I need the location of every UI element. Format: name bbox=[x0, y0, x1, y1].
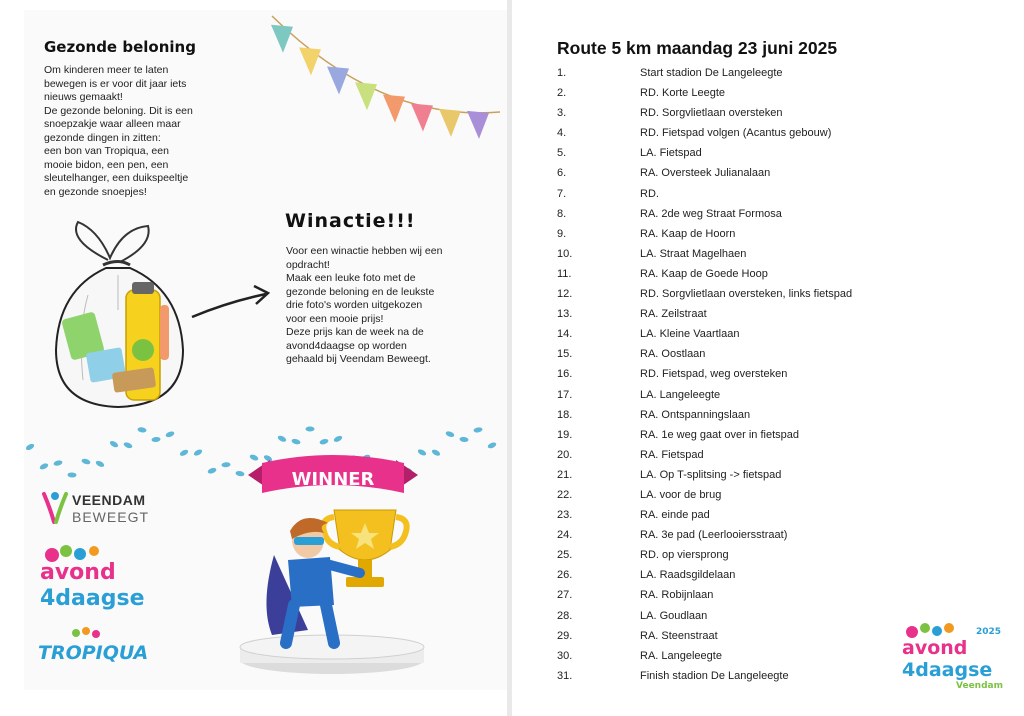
route-step-number: 25. bbox=[557, 549, 573, 562]
route-step-number: 22. bbox=[557, 488, 573, 501]
route-step bbox=[557, 626, 917, 646]
route-step-number: 21. bbox=[557, 468, 573, 481]
bunting-flag bbox=[271, 25, 293, 53]
route-step bbox=[557, 525, 917, 545]
healthy-reward-text bbox=[44, 64, 234, 199]
route-step bbox=[557, 585, 917, 605]
route-step-text: LA. Raadsgildelaan bbox=[640, 569, 736, 582]
route-step bbox=[557, 666, 917, 686]
route-step-text: RA. 3e pad (Leerlooiersstraat) bbox=[640, 529, 788, 542]
avond4daagse-2025-logo bbox=[898, 620, 1008, 692]
route-step-text: RA. Langeleegte bbox=[640, 649, 722, 662]
healthy-reward-line: sleutelhanger, een duikspeeltje bbox=[44, 172, 189, 184]
route-step-text: LA. Langeleegte bbox=[640, 388, 721, 401]
route-step-text: RD. bbox=[640, 187, 659, 200]
footprint-icon bbox=[333, 435, 343, 444]
route-step bbox=[557, 184, 917, 204]
route-step-number: 1. bbox=[557, 67, 567, 79]
route-step-number: 14. bbox=[557, 328, 573, 341]
footprint-icon bbox=[291, 438, 301, 445]
route-step-number: 5. bbox=[557, 147, 567, 160]
contest-line: Deze prijs kan de week na de bbox=[286, 326, 424, 338]
a4d-year-text: 2025 bbox=[976, 627, 1002, 637]
arrow-right-icon bbox=[188, 282, 273, 322]
route-step-text: RA. Kaap de Goede Hoop bbox=[640, 267, 768, 280]
route-step bbox=[557, 123, 917, 143]
route-step-text: RA. Oversteek Julianalaan bbox=[640, 167, 771, 180]
route-step-text: LA. Fietspad bbox=[640, 147, 702, 160]
route-step-number: 8. bbox=[557, 207, 567, 220]
footprint-icon bbox=[207, 467, 217, 475]
healthy-reward-title: Gezonde beloning bbox=[44, 38, 196, 56]
route-step bbox=[557, 385, 917, 405]
footprint-icon bbox=[53, 460, 63, 467]
route-step-text: RA. Fietspad bbox=[640, 448, 704, 461]
contest-line: voor een mooie prijs! bbox=[286, 312, 384, 325]
route-step-number: 9. bbox=[557, 227, 567, 240]
route-step-text: LA. Goudlaan bbox=[640, 609, 708, 622]
route-step bbox=[557, 103, 917, 123]
route-step-number: 28. bbox=[557, 609, 573, 622]
contest-line: Maak een leuke foto met de bbox=[286, 272, 416, 284]
a4d-right-word2: 4daagse bbox=[902, 659, 993, 681]
veendam-logo-line2: BEWEEGT bbox=[72, 509, 150, 525]
bunting-flag bbox=[299, 47, 321, 75]
route-step-text: RA. Robijnlaan bbox=[640, 589, 714, 602]
route-step-number: 27. bbox=[557, 589, 573, 602]
footprint-icon bbox=[39, 462, 49, 470]
route-step-number: 30. bbox=[557, 649, 573, 662]
route-step bbox=[557, 565, 917, 585]
gift-bag-illustration bbox=[48, 220, 188, 410]
footprint-icon bbox=[81, 458, 91, 465]
route-step-text: RD. op viersprong bbox=[640, 549, 729, 562]
avond4daagse-logo bbox=[36, 545, 156, 615]
route-step bbox=[557, 264, 917, 284]
route-step-number: 2. bbox=[557, 87, 567, 100]
route-step-number: 11. bbox=[557, 267, 572, 280]
route-step-text: Finish stadion De Langeleegte bbox=[640, 669, 789, 682]
route-step-number: 18. bbox=[557, 408, 573, 421]
route-step bbox=[557, 284, 917, 304]
footprint-icon bbox=[25, 443, 35, 452]
route-step bbox=[557, 204, 917, 224]
route-step-number: 23. bbox=[557, 509, 573, 522]
contest-title: Winactie!!! bbox=[285, 210, 416, 232]
contest-line: avond4daagse op worden bbox=[286, 339, 407, 352]
a4d-place-text: Veendam bbox=[956, 681, 1003, 691]
route-step-text: RD. Korte Leegte bbox=[640, 87, 725, 100]
footprint-icon bbox=[487, 441, 497, 449]
route-title: Route 5 km maandag 23 juni 2025 bbox=[557, 38, 838, 58]
route-step-text: RD. Fietspad volgen (Acantus gebouw) bbox=[640, 127, 832, 140]
veendam-logo-line1: VEENDAM bbox=[72, 492, 146, 508]
bunting-flag bbox=[355, 82, 377, 110]
route-step-number: 20. bbox=[557, 448, 573, 461]
route-step bbox=[557, 606, 917, 626]
route-step bbox=[557, 465, 917, 485]
footprint-icon bbox=[319, 438, 329, 445]
route-step-text: RA. 1e weg gaat over in fietspad bbox=[640, 428, 799, 441]
healthy-reward-line: snoepzakje waar alleen maar bbox=[44, 118, 181, 130]
route-step-number: 6. bbox=[557, 167, 567, 180]
route-step bbox=[557, 445, 917, 465]
a4d-logo-word2: 4daagse bbox=[40, 586, 145, 611]
footprint-icon bbox=[109, 440, 119, 449]
healthy-reward-line: De gezonde beloning. Dit is een bbox=[44, 104, 193, 117]
footprint-icon bbox=[473, 427, 483, 433]
route-step bbox=[557, 244, 917, 264]
contest-line: gehaald bij Veendam Beweegt. bbox=[286, 353, 431, 365]
route-step-text: LA. Op T-splitsing -> fietspad bbox=[640, 468, 782, 481]
tropiqua-logo-text: TROPIQUA bbox=[38, 642, 149, 664]
route-step-text: LA. Kleine Vaartlaan bbox=[640, 328, 740, 341]
route-step-text: RA. Oostlaan bbox=[640, 348, 706, 361]
tropiqua-logo bbox=[36, 625, 166, 667]
veendam-beweegt-logo bbox=[40, 490, 150, 531]
route-step-text: RA. einde pad bbox=[640, 509, 710, 522]
route-step-number: 16. bbox=[557, 368, 573, 381]
footprint-icon bbox=[179, 448, 189, 457]
footprint-icon bbox=[151, 436, 161, 442]
footprint-icon bbox=[193, 448, 203, 457]
route-step-text: RA. Zeilstraat bbox=[640, 308, 707, 321]
veendam-figure-icon bbox=[40, 490, 70, 526]
footprint-icon bbox=[445, 430, 455, 438]
route-step-text: RD. Sorgvlietlaan oversteken bbox=[640, 107, 783, 120]
route-step bbox=[557, 364, 917, 384]
contest-line: opdracht! bbox=[286, 258, 330, 271]
route-step-text: RD. Fietspad, weg oversteken bbox=[640, 368, 788, 381]
route-step-text: LA. Straat Magelhaen bbox=[640, 247, 747, 260]
route-step bbox=[557, 83, 917, 103]
route-step-number: 12. bbox=[557, 288, 573, 301]
route-step bbox=[557, 224, 917, 244]
footprint-icon bbox=[277, 435, 287, 444]
route-step-text: RA. 2de weg Straat Formosa bbox=[640, 207, 782, 220]
route-step bbox=[557, 405, 917, 425]
footprint-icon bbox=[305, 426, 314, 431]
route-step-number: 26. bbox=[557, 569, 573, 582]
route-step-number: 15. bbox=[557, 348, 573, 361]
healthy-reward-line: nieuws gemaakt! bbox=[44, 91, 123, 103]
footprint-icon bbox=[137, 427, 147, 433]
footprint-icon bbox=[67, 472, 76, 477]
route-step-text: LA. voor de brug bbox=[640, 488, 722, 501]
footprint-icon bbox=[459, 436, 469, 442]
a4d-logo-word1: avond bbox=[40, 560, 116, 585]
contest-line: gezonde beloning en de leukste bbox=[286, 285, 435, 298]
bunting-flag bbox=[411, 103, 433, 131]
route-step-number: 17. bbox=[557, 388, 573, 401]
route-steps-list bbox=[557, 63, 917, 686]
route-step bbox=[557, 163, 917, 183]
healthy-reward-line: mooie bidon, een pen, een bbox=[44, 158, 169, 171]
route-step-text: RA. Ontspanningslaan bbox=[640, 408, 751, 421]
route-step-text: RD. Sorgvlietlaan oversteken, links fietspad bbox=[640, 288, 853, 301]
bunting-flag bbox=[383, 95, 405, 123]
route-step bbox=[557, 646, 917, 666]
healthy-reward-line: Om kinderen meer te laten bbox=[44, 64, 169, 76]
contest-line: drie foto's worden uitgekozen bbox=[286, 299, 423, 311]
route-step bbox=[557, 63, 917, 83]
route-step-number: 31. bbox=[557, 669, 573, 682]
healthy-reward-line: een bon van Tropiqua, een bbox=[44, 145, 169, 157]
route-step-number: 29. bbox=[557, 629, 573, 642]
contest-text bbox=[286, 245, 496, 367]
footprint-icon bbox=[123, 441, 133, 449]
route-step-text: Start stadion De Langeleegte bbox=[640, 67, 783, 79]
route-step bbox=[557, 485, 917, 505]
route-step bbox=[557, 505, 917, 525]
route-step-number: 7. bbox=[557, 187, 567, 200]
a4d-right-word1: avond bbox=[902, 637, 968, 659]
bunting-flag bbox=[327, 67, 349, 95]
footprint-icon bbox=[95, 460, 105, 469]
route-step-text: RA. Kaap de Hoorn bbox=[640, 227, 736, 240]
route-step-text: RA. Steenstraat bbox=[640, 629, 718, 642]
route-step bbox=[557, 545, 917, 565]
healthy-reward-line: en gezonde snoepjes! bbox=[44, 185, 147, 198]
route-step-number: 24. bbox=[557, 529, 573, 542]
route-step bbox=[557, 143, 917, 163]
route-step bbox=[557, 304, 917, 324]
contest-line: Voor een winactie hebben wij een bbox=[286, 245, 443, 257]
bunting-flag bbox=[467, 111, 489, 139]
winner-banner-text: WINNER bbox=[291, 469, 375, 490]
healthy-reward-line: bewegen is er voor dit jaar iets bbox=[44, 77, 187, 90]
route-step-number: 13. bbox=[557, 308, 573, 321]
route-step bbox=[557, 344, 917, 364]
footprint-icon bbox=[165, 430, 175, 438]
route-step bbox=[557, 425, 917, 445]
route-step-number: 19. bbox=[557, 428, 573, 441]
route-step-number: 3. bbox=[557, 107, 567, 120]
bunting-flag bbox=[439, 109, 461, 137]
route-step-number: 10. bbox=[557, 247, 573, 260]
route-step-number: 4. bbox=[557, 127, 567, 140]
winner-illustration bbox=[230, 455, 445, 680]
healthy-reward-line: gezonde dingen in zitten: bbox=[44, 131, 161, 144]
route-step bbox=[557, 324, 917, 344]
bunting-garland bbox=[270, 12, 505, 162]
